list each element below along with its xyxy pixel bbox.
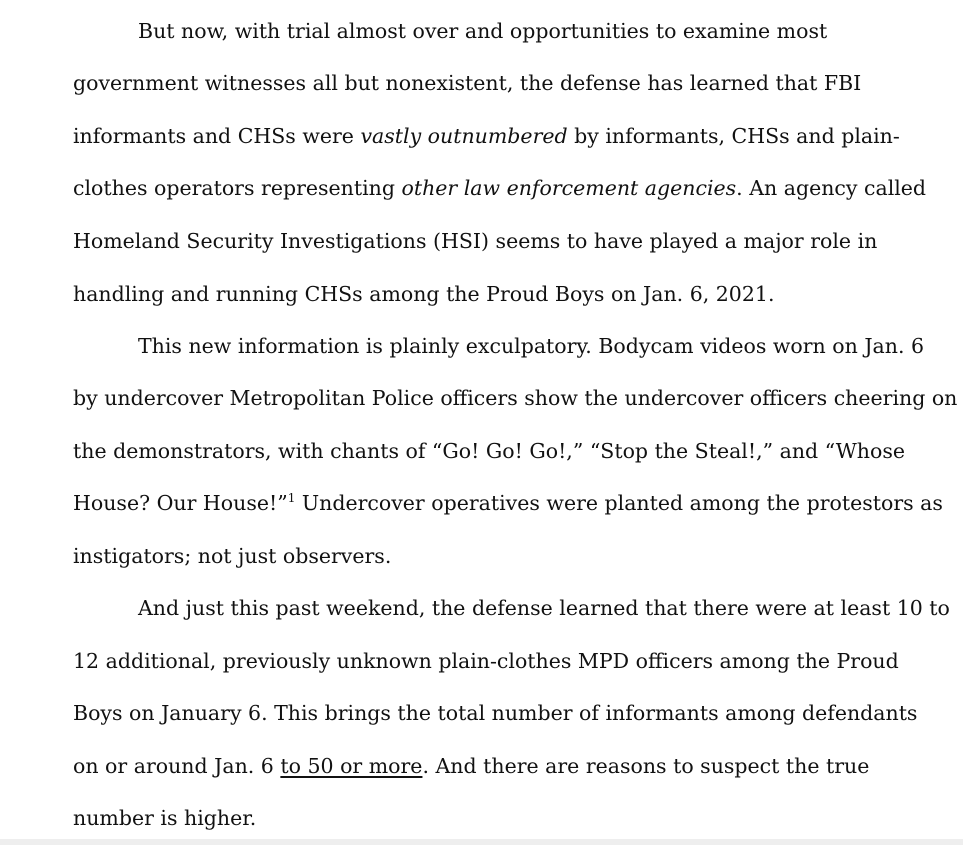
paragraph-2-line-5 <box>73 543 391 569</box>
text-run: . And there are reasons to suspect the true <box>422 754 870 778</box>
text-run: the demonstrators, with chants of “Go! Go! Go!,” “Stop the Steal!,” and “Whose <box>73 439 905 463</box>
paragraph-3-line-3 <box>73 700 917 726</box>
paragraph-3-line-1 <box>138 595 950 621</box>
text-run: handling and running CHSs among the Proud Boys on Jan. 6, 2021. <box>73 282 775 306</box>
paragraph-3-line-4 <box>73 753 869 779</box>
italic-emphasis: vastly outnumbered <box>360 124 568 148</box>
text-run: instigators; not just observers. <box>73 544 392 568</box>
paragraph-2-line-3 <box>73 438 905 464</box>
page-bottom-divider <box>0 839 963 845</box>
text-run: by informants, CHSs and plain- <box>567 124 900 148</box>
text-run: number is higher. <box>73 806 257 830</box>
text-run: informants and CHSs were <box>73 124 361 148</box>
text-run: Boys on January 6. This brings the total number of informants among defendants <box>73 701 918 725</box>
paragraph-2-line-4 <box>73 490 943 516</box>
paragraph-2-line-2 <box>73 385 957 411</box>
text-run: by undercover Metropolitan Police officers show the undercover officers cheering on <box>73 386 958 410</box>
paragraph-1-line-3 <box>73 123 900 149</box>
paragraph-1-line-6 <box>73 281 774 307</box>
text-run: Undercover operatives were planted among the protestors as <box>295 491 943 515</box>
text-run: And just this past weekend, the defense learned that there were at least 10 to <box>138 596 950 620</box>
text-run: on or around Jan. 6 <box>73 754 281 778</box>
text-run: clothes operators representing <box>73 176 402 200</box>
paragraph-1-line-5 <box>73 228 877 254</box>
footnote-marker[interactable]: 1 <box>287 491 296 505</box>
paragraph-1-line-1 <box>138 18 827 44</box>
text-run: House? Our House!” <box>73 491 288 515</box>
underlined-emphasis: to 50 or more <box>280 754 423 778</box>
paragraph-3-line-2 <box>73 648 899 674</box>
text-run: This new information is plainly exculpatory. Bodycam videos worn on Jan. 6 <box>138 334 925 358</box>
italic-emphasis: other law enforcement agencies <box>401 176 737 200</box>
paragraph-1-line-2 <box>73 70 861 96</box>
text-run: government witnesses all but nonexistent, the defense has learned that FBI <box>73 71 862 95</box>
text-run: Homeland Security Investigations (HSI) seems to have played a major role in <box>73 229 878 253</box>
paragraph-3-line-5 <box>73 805 256 831</box>
text-run: 12 additional, previously unknown plain-clothes MPD officers among the Proud <box>73 649 899 673</box>
text-run: . An agency called <box>736 176 927 200</box>
text-run: But now, with trial almost over and opportunities to examine most <box>138 19 828 43</box>
paragraph-2-line-1 <box>138 333 924 359</box>
paragraph-1-line-4 <box>73 175 926 201</box>
